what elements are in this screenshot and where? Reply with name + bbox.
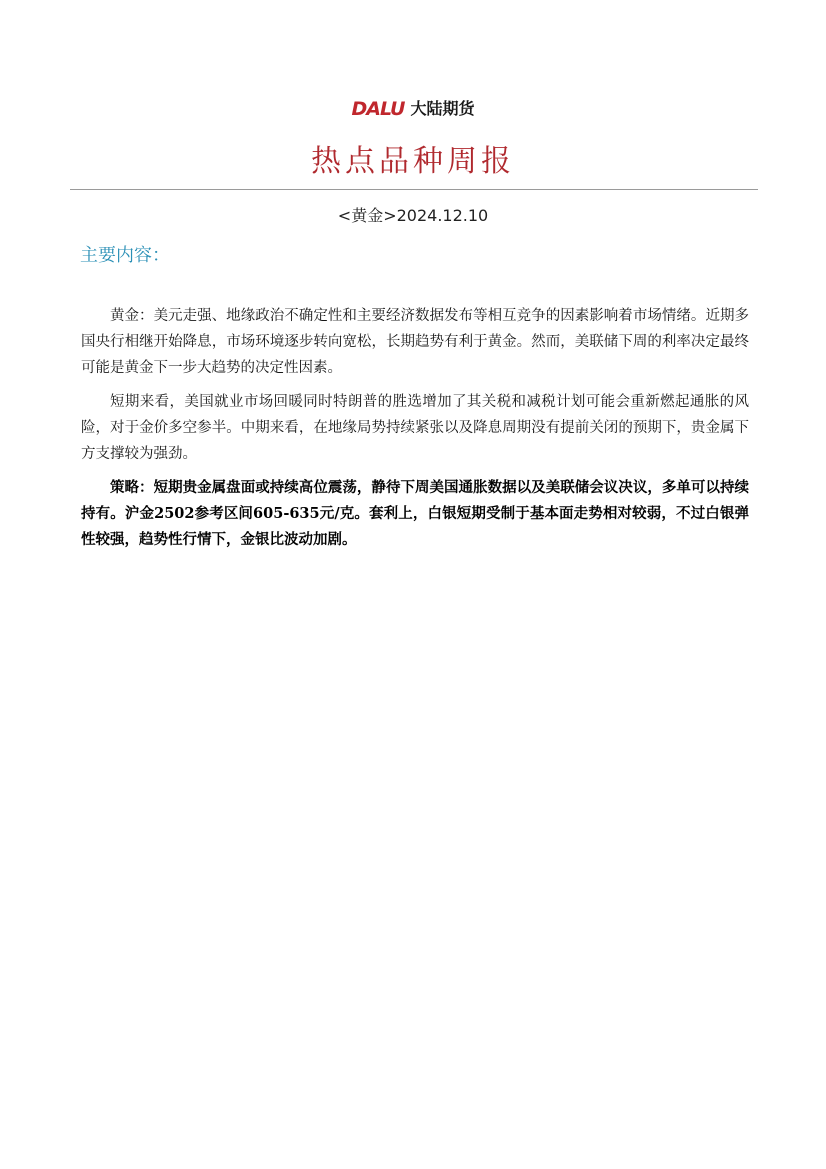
report-title: 热点品种周报 [311, 144, 515, 179]
report-body [81, 303, 749, 561]
title-divider [70, 189, 758, 190]
paragraph-gold-overview: 黄金：美元走强、地缘政治不确定性和主要经济数据发布等相互竞争的因素影响着市场情绪。近期多国央行相继开始降息，市场环境逐步转向宽松，长期趋势有利于黄金。然而，美联储下周的利率决定最终可能是黄金下一步大趋势的决定性因素。 [81, 308, 749, 376]
logo-text: 大陆期货 [410, 99, 475, 118]
paragraph-outlook: 短期来看，美国就业市场回暖同时特朗普的胜选增加了其关税和减税计划可能会重新燃起通胀的风险，对于金价多空参半。中期来看，在地缘局势持续紧张以及降息周期没有提前关闭的预期下，贵金属下方支撑较为强劲。 [81, 394, 749, 462]
logo-mark: DALU [351, 98, 405, 120]
company-logo [0, 98, 826, 120]
section-heading: 主要内容： [80, 245, 170, 266]
report-subtitle: <黄金>2024.12.10 [337, 206, 489, 225]
paragraph-strategy: 策略：短期贵金属盘面或持续高位震荡，静待下周美国通胀数据以及美联储会议决议，多单可以持续持有。沪金2502参考区间605-635元/克。套利上，白银短期受制于基本面走势相对较弱，不过白银弹性较强，趋势性行情下，金银比波动加剧。 [81, 479, 749, 548]
